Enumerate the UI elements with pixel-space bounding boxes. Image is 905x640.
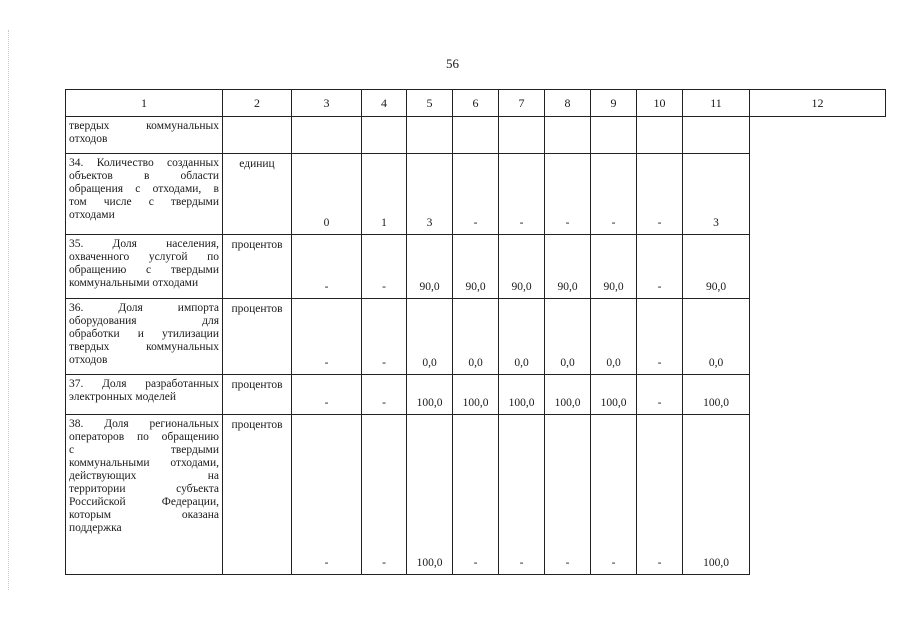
value-cell: 100,0 xyxy=(407,415,453,575)
header-cell: 12 xyxy=(750,90,886,117)
value-cell: 100,0 xyxy=(683,415,750,575)
value-cell: - xyxy=(545,154,591,235)
value-cell: - xyxy=(591,154,637,235)
indicator-name-line: обращению с твердыми xyxy=(69,264,219,276)
value-cell xyxy=(637,117,683,154)
indicator-name-line: 35. Доля населения, xyxy=(69,238,219,250)
unit-cell: процентов xyxy=(223,299,292,375)
indicator-name-cell xyxy=(66,415,223,575)
value-cell: - xyxy=(292,235,362,299)
value-cell: 100,0 xyxy=(683,375,750,415)
indicator-name-line: электронных моделей xyxy=(69,391,176,403)
header-cell: 11 xyxy=(683,90,750,117)
indicator-name-line: объектов в области xyxy=(69,170,219,182)
value-cell: 0,0 xyxy=(453,299,499,375)
value-cell: - xyxy=(292,299,362,375)
column-12-cell xyxy=(750,117,886,575)
indicator-name-line: твердых коммунальных xyxy=(69,341,219,353)
value-cell: - xyxy=(362,235,407,299)
indicator-name-line: том числе с твердыми xyxy=(69,196,219,208)
value-cell xyxy=(362,117,407,154)
value-cell: - xyxy=(362,415,407,575)
indicator-name-line: коммунальными отходами, xyxy=(69,457,219,469)
indicator-name-line: обращения с отходами, в xyxy=(69,183,219,195)
indicator-name-line: 36. Доля импорта xyxy=(69,302,219,314)
value-cell: - xyxy=(637,415,683,575)
header-cell: 4 xyxy=(362,90,407,117)
unit-cell: процентов xyxy=(223,415,292,575)
indicators-table-wrapper xyxy=(65,89,886,575)
unit-cell xyxy=(223,117,292,154)
value-cell xyxy=(292,117,362,154)
value-cell: 100,0 xyxy=(453,375,499,415)
indicator-name-line: поддержка xyxy=(69,522,122,534)
header-cell: 2 xyxy=(223,90,292,117)
table-body xyxy=(66,90,886,575)
value-cell xyxy=(453,117,499,154)
value-cell xyxy=(545,117,591,154)
value-cell: 0,0 xyxy=(407,299,453,375)
value-cell: - xyxy=(362,299,407,375)
unit-cell: единиц xyxy=(223,154,292,235)
indicator-name-line: территории субъекта xyxy=(69,483,219,495)
indicator-name-line: операторов по обращению xyxy=(69,431,219,443)
value-cell xyxy=(591,117,637,154)
indicator-name-cell xyxy=(66,235,223,299)
unit-cell: процентов xyxy=(223,375,292,415)
value-cell: 100,0 xyxy=(591,375,637,415)
table-row xyxy=(66,117,886,154)
value-cell: 0,0 xyxy=(545,299,591,375)
value-cell: - xyxy=(591,415,637,575)
indicator-name-line: отходов xyxy=(69,354,108,366)
value-cell: 100,0 xyxy=(407,375,453,415)
indicator-name-line: отходов xyxy=(69,133,108,145)
value-cell: 3 xyxy=(407,154,453,235)
indicator-name-cell xyxy=(66,375,223,415)
indicator-name-cell xyxy=(66,117,223,154)
value-cell: 0,0 xyxy=(499,299,545,375)
indicator-name-line: оборудования для xyxy=(69,315,219,327)
scan-edge-marks xyxy=(8,30,10,590)
value-cell: - xyxy=(637,235,683,299)
indicator-name-line: с твердыми xyxy=(69,444,219,456)
header-cell: 10 xyxy=(637,90,683,117)
indicator-name-line: 34. Количество созданных xyxy=(69,157,219,169)
value-cell xyxy=(407,117,453,154)
indicator-name-cell xyxy=(66,299,223,375)
indicator-name-line: 37. Доля разработанных xyxy=(69,378,219,390)
value-cell: - xyxy=(637,375,683,415)
value-cell: - xyxy=(499,154,545,235)
value-cell: 1 xyxy=(362,154,407,235)
value-cell: - xyxy=(292,375,362,415)
indicator-name-line: Российской Федерации, xyxy=(69,496,219,508)
indicator-name-cell xyxy=(66,154,223,235)
indicator-name-line: 38. Доля региональных xyxy=(69,418,219,430)
value-cell: 90,0 xyxy=(683,235,750,299)
header-cell: 6 xyxy=(453,90,499,117)
indicator-name-line: обработки и утилизации xyxy=(69,328,219,340)
header-row xyxy=(66,90,886,117)
value-cell: 90,0 xyxy=(499,235,545,299)
page-number: 56 xyxy=(446,56,459,71)
indicator-name-line: действующих на xyxy=(69,470,219,482)
value-cell: 90,0 xyxy=(591,235,637,299)
indicators-table xyxy=(65,89,886,575)
indicator-name-line: которым оказана xyxy=(69,509,219,521)
value-cell xyxy=(683,117,750,154)
value-cell: 3 xyxy=(683,154,750,235)
value-cell: 90,0 xyxy=(407,235,453,299)
value-cell: - xyxy=(545,415,591,575)
value-cell: - xyxy=(453,415,499,575)
value-cell: 0,0 xyxy=(591,299,637,375)
unit-cell: процентов xyxy=(223,235,292,299)
value-cell xyxy=(499,117,545,154)
header-cell: 7 xyxy=(499,90,545,117)
header-cell: 9 xyxy=(591,90,637,117)
header-cell: 8 xyxy=(545,90,591,117)
value-cell: 90,0 xyxy=(453,235,499,299)
indicator-name-line: отходами xyxy=(69,209,115,221)
value-cell: - xyxy=(637,154,683,235)
value-cell: - xyxy=(292,415,362,575)
indicator-name-line: твердых коммунальных xyxy=(69,120,219,132)
value-cell: 0,0 xyxy=(683,299,750,375)
value-cell: - xyxy=(453,154,499,235)
value-cell: - xyxy=(362,375,407,415)
value-cell: 0 xyxy=(292,154,362,235)
value-cell: - xyxy=(637,299,683,375)
header-cell: 3 xyxy=(292,90,362,117)
indicator-name-line: коммунальными отходами xyxy=(69,277,199,289)
value-cell: 90,0 xyxy=(545,235,591,299)
indicator-name-line: охваченного услугой по xyxy=(69,251,219,263)
header-cell: 5 xyxy=(407,90,453,117)
value-cell: 100,0 xyxy=(545,375,591,415)
value-cell: 100,0 xyxy=(499,375,545,415)
value-cell: - xyxy=(499,415,545,575)
header-cell: 1 xyxy=(66,90,223,117)
